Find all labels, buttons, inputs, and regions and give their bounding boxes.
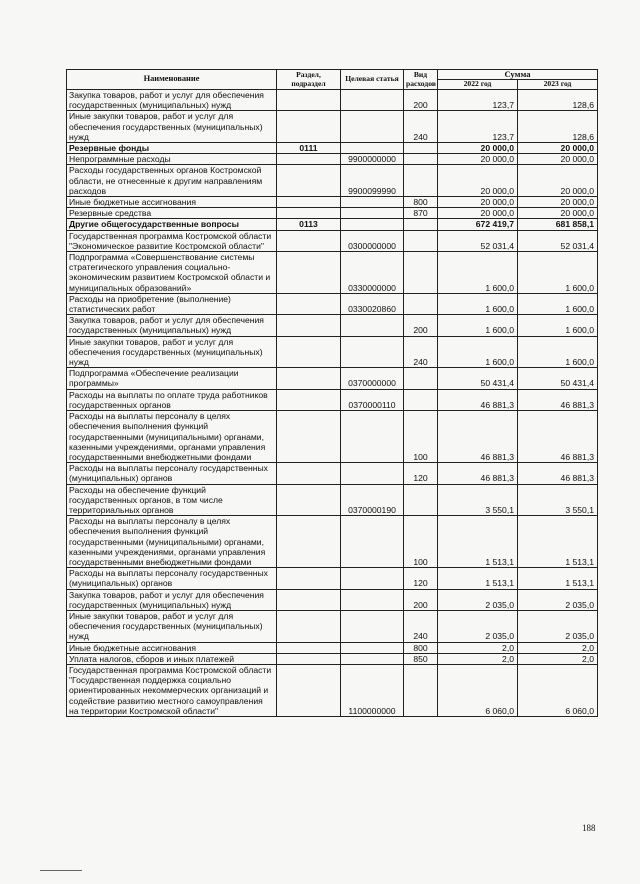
table-row — [67, 197, 598, 208]
cell-2023: 20 000,0 — [518, 143, 598, 154]
cell-2023: 128,6 — [518, 111, 598, 143]
cell-kind: 870 — [404, 208, 438, 219]
table-row — [67, 389, 598, 410]
cell-section: 0111 — [277, 143, 341, 154]
cell-2023: 128,6 — [518, 90, 598, 111]
header-target: Целевая статья — [341, 70, 404, 90]
cell-2022: 20 000,0 — [438, 197, 518, 208]
cell-kind: 240 — [404, 111, 438, 143]
cell-section — [277, 389, 341, 410]
cell-name: Расходы на обеспечение функций государственных органов, в том числе территориальных органов — [67, 484, 277, 516]
table-row — [67, 568, 598, 589]
table-row — [67, 516, 598, 568]
cell-target — [341, 653, 404, 664]
cell-kind — [404, 230, 438, 251]
table-row — [67, 610, 598, 642]
cell-target — [341, 208, 404, 219]
cell-kind — [404, 293, 438, 314]
table-row — [67, 219, 598, 230]
cell-kind — [404, 219, 438, 230]
cell-2022: 3 550,1 — [438, 484, 518, 516]
table-body — [67, 90, 598, 717]
cell-section — [277, 90, 341, 111]
cell-2022: 6 060,0 — [438, 664, 518, 716]
cell-2023: 20 000,0 — [518, 165, 598, 197]
table-row — [67, 368, 598, 389]
table-row — [67, 484, 598, 516]
cell-target — [341, 315, 404, 336]
cell-kind: 200 — [404, 589, 438, 610]
cell-kind — [404, 154, 438, 165]
cell-target — [341, 568, 404, 589]
page-number: 188 — [582, 823, 596, 833]
cell-section: 0113 — [277, 219, 341, 230]
cell-name: Непрограммные расходы — [67, 154, 277, 165]
cell-2023: 1 600,0 — [518, 293, 598, 314]
table-row — [67, 90, 598, 111]
cell-2022: 1 513,1 — [438, 568, 518, 589]
cell-target — [341, 90, 404, 111]
cell-2022: 1 600,0 — [438, 315, 518, 336]
header-year-2023: 2023 год — [518, 80, 598, 90]
cell-kind: 100 — [404, 411, 438, 463]
header-section: Раздел, подраздел — [277, 70, 341, 90]
cell-section — [277, 293, 341, 314]
cell-kind: 200 — [404, 90, 438, 111]
cell-section — [277, 589, 341, 610]
cell-kind — [404, 484, 438, 516]
cell-section — [277, 252, 341, 294]
cell-2022: 2,0 — [438, 653, 518, 664]
cell-name: Иные бюджетные ассигнования — [67, 197, 277, 208]
cell-target — [341, 642, 404, 653]
cell-2023: 681 858,1 — [518, 219, 598, 230]
cell-name: Другие общегосударственные вопросы — [67, 219, 277, 230]
table-row — [67, 230, 598, 251]
cell-section — [277, 610, 341, 642]
cell-section — [277, 653, 341, 664]
cell-2023: 1 513,1 — [518, 568, 598, 589]
cell-kind: 200 — [404, 315, 438, 336]
cell-2023: 2 035,0 — [518, 589, 598, 610]
cell-2022: 20 000,0 — [438, 143, 518, 154]
table-row — [67, 208, 598, 219]
cell-2023: 2,0 — [518, 653, 598, 664]
cell-section — [277, 315, 341, 336]
cell-section — [277, 368, 341, 389]
cell-name: Расходы на выплаты по оплате труда работников государственных органов — [67, 389, 277, 410]
cell-name: Расходы государственных органов Костромской области, не отнесенные к другим направлениям расходов — [67, 165, 277, 197]
budget-table — [66, 69, 598, 717]
cell-section — [277, 230, 341, 251]
table-row — [67, 411, 598, 463]
table-row — [67, 111, 598, 143]
cell-2023: 1 600,0 — [518, 336, 598, 368]
cell-kind — [404, 368, 438, 389]
cell-name: Подпрограмма «Совершенствование системы стратегического управления социально-экономическим развитием Костромской области и муниципальных образований» — [67, 252, 277, 294]
cell-target: 9900000000 — [341, 154, 404, 165]
header-kind: Вид расходов — [404, 70, 438, 90]
cell-kind: 800 — [404, 197, 438, 208]
cell-section — [277, 165, 341, 197]
cell-name: Закупка товаров, работ и услуг для обеспечения государственных (муниципальных) нужд — [67, 90, 277, 111]
cell-name: Иные бюджетные ассигнования — [67, 642, 277, 653]
table-row — [67, 336, 598, 368]
table-row — [67, 154, 598, 165]
cell-2022: 2 035,0 — [438, 610, 518, 642]
cell-name: Государственная программа Костромской области "Экономическое развитие Костромской области" — [67, 230, 277, 251]
cell-name: Уплата налогов, сборов и иных платежей — [67, 653, 277, 664]
table-row — [67, 315, 598, 336]
table-row — [67, 165, 598, 197]
cell-2023: 3 550,1 — [518, 484, 598, 516]
cell-2022: 2 035,0 — [438, 589, 518, 610]
cell-2023: 46 881,3 — [518, 411, 598, 463]
cell-2023: 46 881,3 — [518, 389, 598, 410]
cell-2023: 20 000,0 — [518, 208, 598, 219]
cell-2023: 1 600,0 — [518, 252, 598, 294]
cell-name: Расходы на выплаты персоналу государственных (муниципальных) органов — [67, 568, 277, 589]
cell-kind: 100 — [404, 516, 438, 568]
table-row — [67, 463, 598, 484]
cell-target — [341, 336, 404, 368]
cell-2023: 52 031,4 — [518, 230, 598, 251]
cell-target — [341, 610, 404, 642]
cell-section — [277, 197, 341, 208]
cell-2022: 123,7 — [438, 111, 518, 143]
cell-target: 0330000000 — [341, 252, 404, 294]
cell-kind: 800 — [404, 642, 438, 653]
cell-2022: 46 881,3 — [438, 389, 518, 410]
cell-name: Иные закупки товаров, работ и услуг для обеспечения государственных (муниципальных) нужд — [67, 610, 277, 642]
cell-kind — [404, 165, 438, 197]
cell-name: Закупка товаров, работ и услуг для обеспечения государственных (муниципальных) нужд — [67, 589, 277, 610]
cell-2023: 2 035,0 — [518, 610, 598, 642]
cell-target: 0370000000 — [341, 368, 404, 389]
cell-kind — [404, 664, 438, 716]
cell-2023: 20 000,0 — [518, 197, 598, 208]
cell-target: 9900099990 — [341, 165, 404, 197]
cell-kind: 120 — [404, 463, 438, 484]
cell-2022: 50 431,4 — [438, 368, 518, 389]
cell-name: Расходы на приобретение (выполнение) статистических работ — [67, 293, 277, 314]
cell-2022: 52 031,4 — [438, 230, 518, 251]
cell-2023: 46 881,3 — [518, 463, 598, 484]
cell-section — [277, 484, 341, 516]
cell-section — [277, 111, 341, 143]
cell-section — [277, 664, 341, 716]
cell-name: Государственная программа Костромской области "Государственная поддержка социально ориентированных некоммерческих организаций и содействие развитию местного самоуправления на территории Костромской области" — [67, 664, 277, 716]
cell-target: 0330020860 — [341, 293, 404, 314]
cell-name: Иные закупки товаров, работ и услуг для обеспечения государственных (муниципальных) нужд — [67, 336, 277, 368]
cell-kind — [404, 389, 438, 410]
table-row — [67, 293, 598, 314]
header-year-2022: 2022 год — [438, 80, 518, 90]
cell-name: Расходы на выплаты персоналу в целях обеспечения выполнения функций государственными (муниципальными) органами, казенными учреждениями, органами управления государственными внебюджетными фондами — [67, 411, 277, 463]
cell-section — [277, 411, 341, 463]
cell-section — [277, 208, 341, 219]
table-row — [67, 642, 598, 653]
footer-rule — [40, 870, 82, 871]
cell-section — [277, 154, 341, 165]
table-row — [67, 252, 598, 294]
cell-name: Резервные фонды — [67, 143, 277, 154]
cell-target — [341, 516, 404, 568]
budget-table-container — [66, 69, 597, 717]
cell-2023: 1 513,1 — [518, 516, 598, 568]
cell-target — [341, 411, 404, 463]
cell-2023: 50 431,4 — [518, 368, 598, 389]
cell-2022: 1 600,0 — [438, 252, 518, 294]
cell-kind — [404, 252, 438, 294]
cell-target — [341, 197, 404, 208]
header-sum: Сумма — [438, 70, 598, 80]
cell-target: 0370000190 — [341, 484, 404, 516]
cell-kind: 240 — [404, 610, 438, 642]
cell-target — [341, 111, 404, 143]
cell-2022: 20 000,0 — [438, 154, 518, 165]
cell-kind — [404, 143, 438, 154]
cell-target — [341, 463, 404, 484]
cell-2022: 1 600,0 — [438, 336, 518, 368]
cell-2022: 20 000,0 — [438, 208, 518, 219]
cell-name: Расходы на выплаты персоналу государственных (муниципальных) органов — [67, 463, 277, 484]
cell-2023: 20 000,0 — [518, 154, 598, 165]
cell-2022: 672 419,7 — [438, 219, 518, 230]
table-row — [67, 664, 598, 716]
cell-name: Закупка товаров, работ и услуг для обеспечения государственных (муниципальных) нужд — [67, 315, 277, 336]
cell-section — [277, 642, 341, 653]
table-row — [67, 143, 598, 154]
cell-target — [341, 143, 404, 154]
cell-section — [277, 336, 341, 368]
cell-kind: 850 — [404, 653, 438, 664]
cell-2023: 6 060,0 — [518, 664, 598, 716]
cell-2022: 1 513,1 — [438, 516, 518, 568]
cell-2022: 2,0 — [438, 642, 518, 653]
cell-name: Резервные средства — [67, 208, 277, 219]
table-row — [67, 589, 598, 610]
cell-target: 1100000000 — [341, 664, 404, 716]
cell-2022: 46 881,3 — [438, 463, 518, 484]
cell-name: Иные закупки товаров, работ и услуг для обеспечения государственных (муниципальных) нужд — [67, 111, 277, 143]
cell-kind: 120 — [404, 568, 438, 589]
cell-2022: 123,7 — [438, 90, 518, 111]
cell-target: 0300000000 — [341, 230, 404, 251]
cell-2023: 1 600,0 — [518, 315, 598, 336]
cell-name: Расходы на выплаты персоналу в целях обеспечения выполнения функций государственными (муниципальными) органами, казенными учреждениями, органами управления государственными внебюджетными фондами — [67, 516, 277, 568]
header-name: Наименование — [67, 70, 277, 90]
cell-2022: 46 881,3 — [438, 411, 518, 463]
cell-2022: 20 000,0 — [438, 165, 518, 197]
cell-target — [341, 219, 404, 230]
cell-2023: 2,0 — [518, 642, 598, 653]
cell-name: Подпрограмма «Обеспечение реализации программы» — [67, 368, 277, 389]
cell-section — [277, 516, 341, 568]
cell-kind: 240 — [404, 336, 438, 368]
cell-section — [277, 463, 341, 484]
table-row — [67, 653, 598, 664]
cell-target: 0370000110 — [341, 389, 404, 410]
cell-section — [277, 568, 341, 589]
cell-target — [341, 589, 404, 610]
cell-2022: 1 600,0 — [438, 293, 518, 314]
